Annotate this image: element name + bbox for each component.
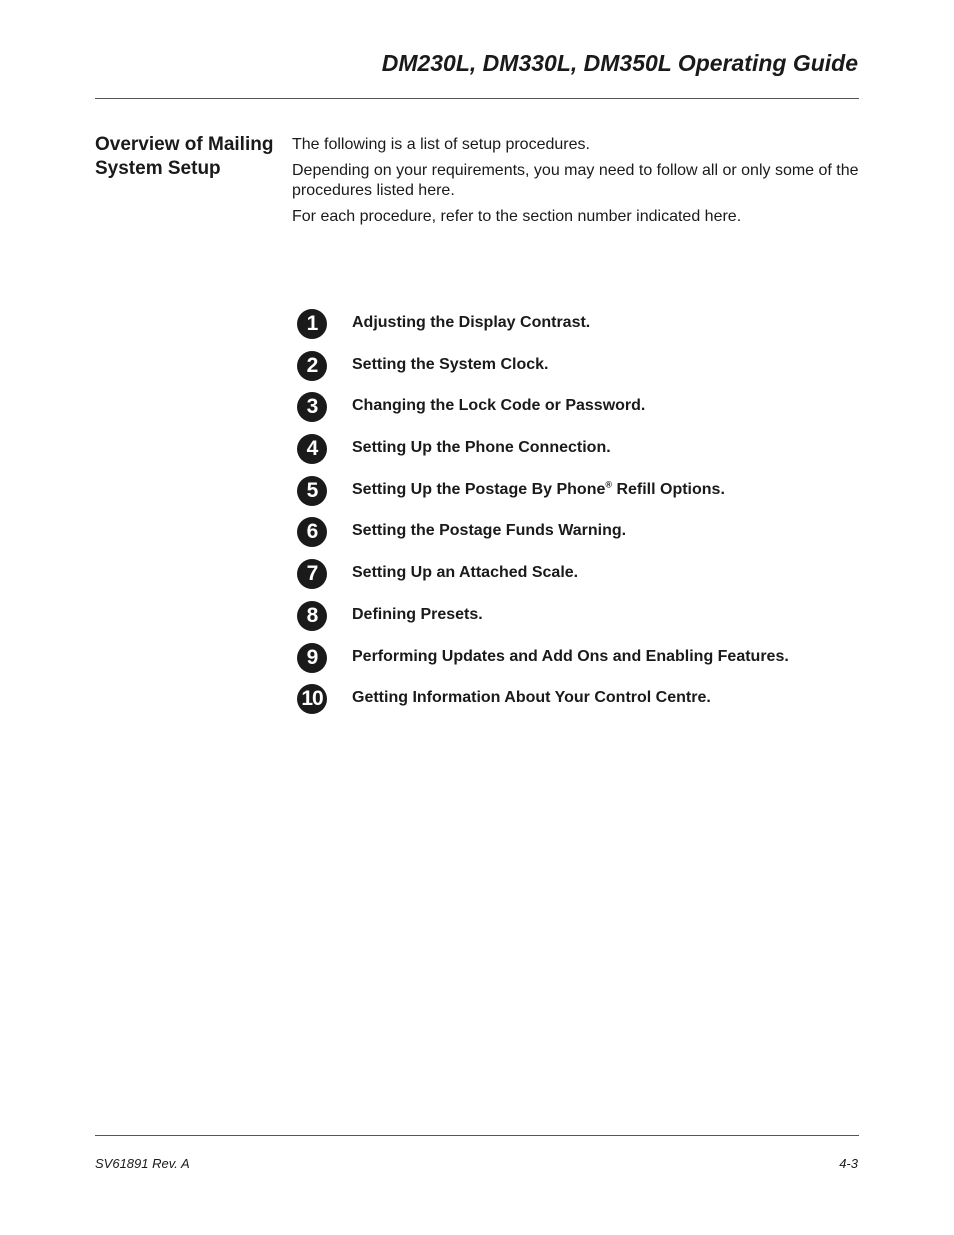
step-number-badge: 3 — [297, 392, 327, 422]
step-label: Setting Up an Attached Scale. — [352, 564, 579, 582]
registered-mark: ® — [605, 479, 612, 490]
step-number-badge: 6 — [297, 517, 327, 547]
step-number-badge: 10 — [297, 684, 327, 714]
step-number-badge: 7 — [297, 559, 327, 589]
list-item — [297, 351, 867, 393]
step-number-badge: 4 — [297, 434, 327, 464]
step-label: Performing Updates and Add Ons and Enabling Features. — [352, 647, 789, 665]
list-item — [297, 309, 867, 351]
intro-paragraph: Depending on your requirements, you may need to follow all or only some of the procedures listed here. — [292, 162, 859, 199]
intro-paragraph: The following is a list of setup procedures. — [292, 136, 590, 153]
step-number-badge: 2 — [297, 351, 327, 381]
footer-divider — [95, 1135, 859, 1136]
list-item — [297, 684, 867, 726]
step-label: Changing the Lock Code or Password. — [352, 397, 646, 415]
setup-procedure-list — [297, 309, 867, 726]
list-item — [297, 601, 867, 643]
step-number-badge: 9 — [297, 643, 327, 673]
section-heading: Overview of Mailing System Setup — [95, 134, 274, 179]
list-item — [297, 643, 867, 685]
list-item — [297, 434, 867, 476]
step-number-badge: 8 — [297, 601, 327, 631]
step-label: Defining Presets. — [352, 605, 483, 623]
step-label: Adjusting the Display Contrast. — [352, 314, 591, 331]
step-label-part: Setting Up the Postage By Phone — [352, 480, 606, 498]
list-item — [297, 517, 867, 559]
step-label: Setting Up the Phone Connection. — [352, 439, 611, 457]
step-label: Setting the System Clock. — [352, 355, 549, 373]
step-number-badge: 5 — [297, 476, 327, 506]
list-item — [297, 476, 867, 518]
document-id: SV61891 Rev. A — [95, 1156, 190, 1171]
list-item — [297, 392, 867, 434]
intro-paragraph: For each procedure, refer to the section number indicated here. — [292, 208, 742, 225]
list-item — [297, 559, 867, 601]
header-divider — [95, 98, 859, 99]
intro-text — [292, 135, 862, 233]
page-header-title: DM230L, DM330L, DM350L Operating Guide — [381, 50, 858, 76]
step-label: Getting Information About Your Control Centre. — [352, 689, 711, 707]
step-label: Setting the Postage Funds Warning. — [352, 522, 627, 540]
step-label — [352, 481, 725, 499]
step-number-badge: 1 — [297, 309, 327, 339]
page-number: 4-3 — [839, 1156, 858, 1171]
step-label-part: Refill Options. — [612, 480, 725, 498]
